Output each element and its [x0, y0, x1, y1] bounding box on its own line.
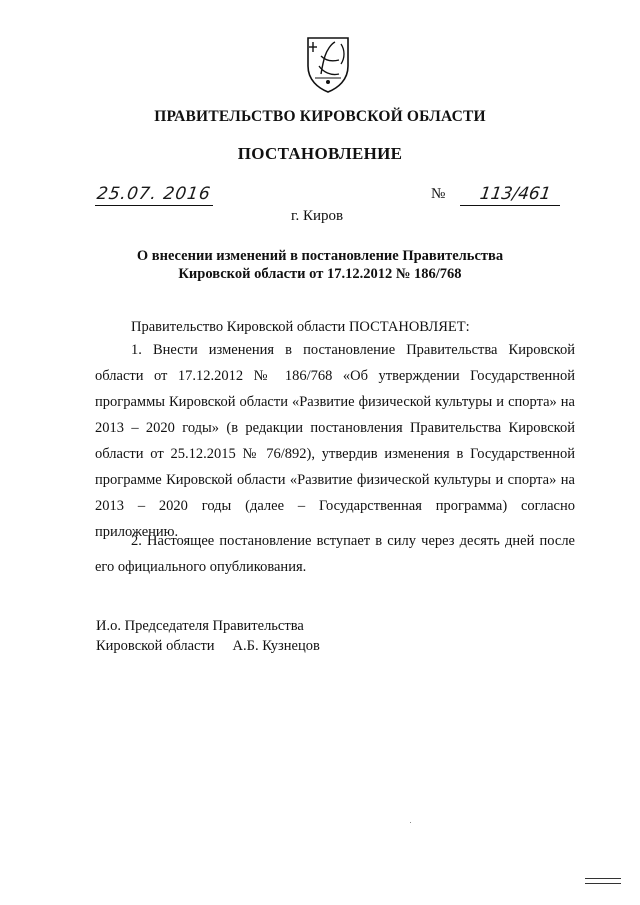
- signature-block: [96, 616, 320, 656]
- resolution-paragraph-1: 1. Внести изменения в постановление Правительства Кировской области от 17.12.2012 № 186/768 «Об утверждении Государственной программы Кировской области «Развитие физической культуры и спорта» на 2013 – 2020 годы» (в редакции постановления Правительства Кировской области от 25.12.2015 № 76/892), утвердив изменения в Государственной программе Кировской области «Развитие физической культуры и спорта» на 2013 – 2020 годы (далее – Государственная программа) согласно приложению.: [95, 342, 575, 540]
- document-subject: [0, 247, 640, 283]
- resolution-paragraph-2: 2. Настоящее постановление вступает в силу через десять дней после его официального опубликования.: [95, 533, 575, 575]
- signer-position-line-2: [96, 636, 320, 656]
- document-type-title: ПОСТАНОВЛЕНИЕ: [237, 144, 403, 163]
- footer-mark: [585, 878, 621, 884]
- document-number-handwritten: 113/461: [478, 184, 553, 204]
- signer-position-line-1: И.о. Председателя Правительства: [96, 618, 304, 634]
- resolution-intro: Правительство Кировской области ПОСТАНОВЛЯЕТ:: [131, 319, 470, 335]
- scan-speck: [410, 822, 411, 823]
- document-number-label: №: [431, 186, 446, 202]
- document-city: г. Киров: [291, 208, 344, 224]
- subject-line-2: Кировской области от 17.12.2012 № 186/768: [178, 266, 462, 282]
- signer-name: А.Б. Кузнецов: [232, 638, 320, 654]
- subject-line-1: О внесении изменений в постановление Правительства: [136, 248, 504, 264]
- document-number-field: [460, 183, 560, 206]
- document-date-field: [95, 183, 213, 206]
- kirov-coat-of-arms-icon: [305, 36, 351, 94]
- government-title: ПРАВИТЕЛЬСТВО КИРОВСКОЙ ОБЛАСТИ: [154, 108, 486, 125]
- document-date-handwritten: 25.07. 2016: [95, 184, 213, 204]
- signer-region: Кировской области: [96, 638, 215, 654]
